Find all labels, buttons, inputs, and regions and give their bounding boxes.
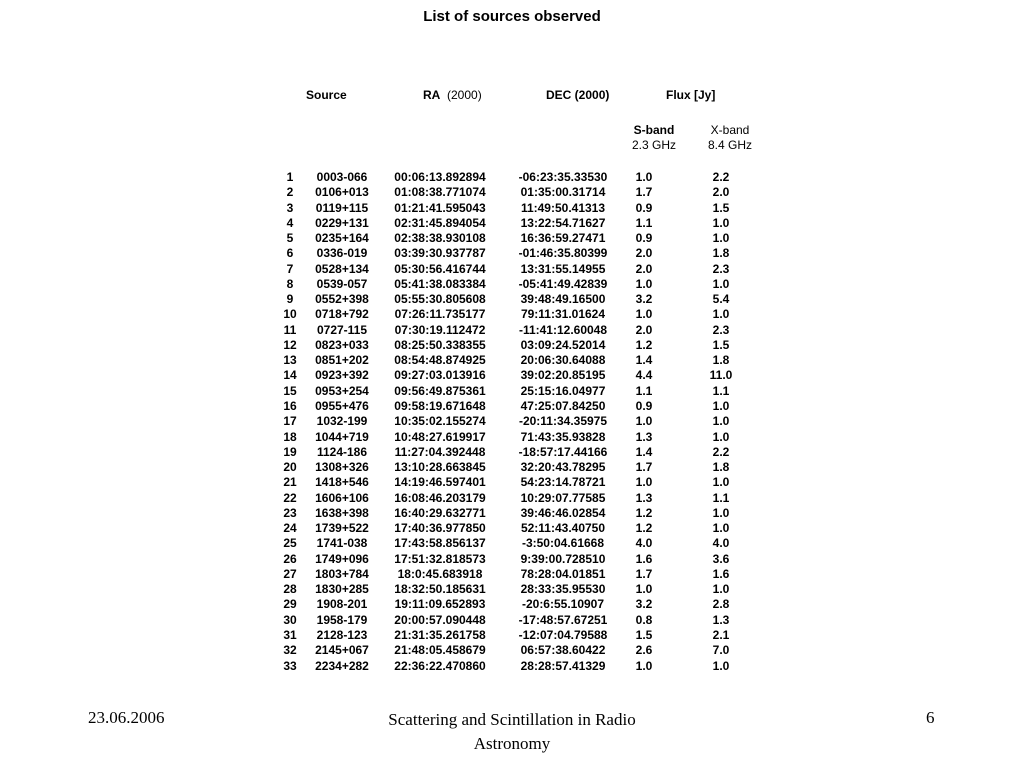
table-row xyxy=(276,628,780,643)
dec-value: -12:07:04.79588 xyxy=(518,627,608,642)
source-name: 0552+398 xyxy=(315,292,369,307)
xband-flux: 1.0 xyxy=(712,276,730,291)
ra-value: 09:27:03.013916 xyxy=(394,368,486,383)
source-name: 1741-038 xyxy=(316,536,368,551)
dec-value: 11:49:50.41313 xyxy=(520,200,606,215)
source-name: 1958-179 xyxy=(316,612,368,627)
source-name: 2145+067 xyxy=(315,643,369,658)
sband-flux: 1.7 xyxy=(635,185,653,200)
xband-flux: 4.0 xyxy=(712,536,730,551)
ra-value: 05:55:30.805608 xyxy=(394,292,486,307)
ra-value: 05:41:38.083384 xyxy=(394,276,486,291)
ra-value: 08:25:50.338355 xyxy=(394,337,486,352)
header-flux: Flux [Jy] xyxy=(666,88,716,102)
table-row xyxy=(276,201,780,216)
sband-flux: 1.3 xyxy=(635,429,653,444)
table-row xyxy=(276,536,780,551)
dec-value: 16:36:59.27471 xyxy=(520,231,606,246)
xband-flux: 1.5 xyxy=(712,200,730,215)
dec-value: -18:57:17.44166 xyxy=(518,444,608,459)
ra-value: 13:10:28.663845 xyxy=(394,460,486,475)
row-number: 19 xyxy=(283,444,297,459)
ra-value: 14:19:46.597401 xyxy=(394,475,486,490)
xband-flux: 1.8 xyxy=(712,353,730,368)
sband-flux: 2.0 xyxy=(635,322,653,337)
ra-value: 22:36:22.470860 xyxy=(394,658,486,673)
row-number: 6 xyxy=(286,246,294,261)
header-xband-freq: 8.4 GHz xyxy=(707,138,752,152)
dec-value: 25:15:16.04977 xyxy=(520,383,606,398)
xband-flux: 2.3 xyxy=(712,322,730,337)
ra-value: 02:38:38.930108 xyxy=(394,231,486,246)
ra-value: 07:30:19.112472 xyxy=(394,322,486,337)
ra-value: 11:27:04.392448 xyxy=(394,444,486,459)
sband-flux: 1.0 xyxy=(635,658,653,673)
dec-value: -20:11:34.35975 xyxy=(518,414,608,429)
xband-flux: 2.2 xyxy=(712,444,730,459)
sband-flux: 1.0 xyxy=(635,170,653,184)
sband-flux: 1.2 xyxy=(635,505,653,520)
sband-flux: 0.8 xyxy=(635,612,653,627)
table-row xyxy=(276,307,780,322)
source-name: 2234+282 xyxy=(315,658,369,673)
dec-value: 20:06:30.64088 xyxy=(520,353,606,368)
dec-value: 03:09:24.52014 xyxy=(520,337,606,352)
sband-flux: 1.0 xyxy=(635,276,653,291)
dec-value: -17:48:57.67251 xyxy=(518,612,608,627)
ra-value: 01:08:38.771074 xyxy=(394,185,486,200)
header-ra xyxy=(423,88,482,102)
footer-page-number: 6 xyxy=(926,708,935,727)
source-name: 1044+719 xyxy=(315,429,369,444)
sband-flux: 0.9 xyxy=(635,398,653,413)
dec-value: 39:46:46.02854 xyxy=(520,505,606,520)
ra-value: 16:40:29.632771 xyxy=(394,505,486,520)
sband-flux: 1.7 xyxy=(635,566,653,581)
table-row xyxy=(276,231,780,246)
dec-value: -11:41:12.60048 xyxy=(518,322,608,337)
footer-title-line2: Astronomy xyxy=(473,734,551,753)
row-number: 1 xyxy=(286,170,294,184)
source-name: 1638+398 xyxy=(315,505,369,520)
sband-flux: 1.1 xyxy=(635,215,653,230)
dec-value: 52:11:43.40750 xyxy=(520,521,606,536)
table-row xyxy=(276,399,780,414)
xband-flux: 1.0 xyxy=(712,398,730,413)
table-row xyxy=(276,582,780,597)
source-name: 0336-019 xyxy=(316,246,368,261)
row-number: 9 xyxy=(286,292,294,307)
xband-flux: 1.1 xyxy=(712,383,730,398)
source-name: 0923+392 xyxy=(315,368,369,383)
row-number: 24 xyxy=(283,521,297,536)
xband-flux: 11.0 xyxy=(709,368,733,383)
source-name: 0235+164 xyxy=(315,231,369,246)
xband-flux: 2.2 xyxy=(712,170,730,184)
sband-flux: 1.2 xyxy=(635,337,653,352)
header-sband-freq: 2.3 GHz xyxy=(631,138,676,152)
row-number: 10 xyxy=(283,307,297,322)
ra-value: 18:32:50.185631 xyxy=(394,582,486,597)
table-row xyxy=(276,384,780,399)
dec-value: 28:28:57.41329 xyxy=(520,658,606,673)
dec-value: 39:02:20.85195 xyxy=(520,368,606,383)
ra-value: 07:26:11.735177 xyxy=(394,307,486,322)
row-number: 25 xyxy=(283,536,297,551)
table-row xyxy=(276,643,780,658)
table-row xyxy=(276,460,780,475)
footer-title-line1: Scattering and Scintillation in Radio xyxy=(388,710,636,729)
row-number: 16 xyxy=(283,398,297,413)
dec-value: 78:28:04.01851 xyxy=(520,566,606,581)
ra-value: 03:39:30.937787 xyxy=(394,246,486,261)
xband-flux: 2.1 xyxy=(712,627,730,642)
xband-flux: 1.1 xyxy=(712,490,730,505)
dec-value: -20:6:55.10907 xyxy=(521,597,605,612)
table-row xyxy=(276,368,780,383)
slide-title: List of sources observed xyxy=(423,8,601,25)
sband-flux: 4.4 xyxy=(635,368,653,383)
sources-table-body xyxy=(276,170,780,674)
table-row xyxy=(276,597,780,612)
header-xband: X-band xyxy=(710,123,750,137)
sband-flux: 4.0 xyxy=(635,536,653,551)
ra-value: 10:35:02.155274 xyxy=(394,414,486,429)
ra-value: 09:56:49.875361 xyxy=(394,383,486,398)
sband-flux: 1.6 xyxy=(635,551,653,566)
table-row xyxy=(276,246,780,261)
header-sband: S-band xyxy=(633,123,675,137)
ra-value: 17:40:36.977850 xyxy=(394,521,486,536)
xband-flux: 5.4 xyxy=(712,292,730,307)
source-name: 1908-201 xyxy=(316,597,368,612)
row-number: 18 xyxy=(283,429,297,444)
footer-title xyxy=(312,708,712,756)
xband-flux: 1.8 xyxy=(712,460,730,475)
source-name: 0003-066 xyxy=(316,170,368,184)
ra-value: 21:31:35.261758 xyxy=(394,627,486,642)
sband-flux: 1.0 xyxy=(635,582,653,597)
source-name: 1739+522 xyxy=(315,521,369,536)
xband-flux: 1.0 xyxy=(712,505,730,520)
dec-value: -01:46:35.80399 xyxy=(518,246,608,261)
row-number: 17 xyxy=(283,414,297,429)
xband-flux: 1.8 xyxy=(712,246,730,261)
dec-value: 13:31:55.14955 xyxy=(520,261,606,276)
source-name: 1830+285 xyxy=(315,582,369,597)
header-ra-label: RA xyxy=(423,88,441,102)
sband-flux: 3.2 xyxy=(635,292,653,307)
sband-flux: 1.0 xyxy=(635,475,653,490)
table-row xyxy=(276,552,780,567)
sband-flux: 0.9 xyxy=(635,200,653,215)
sband-flux: 1.2 xyxy=(635,521,653,536)
sband-flux: 1.0 xyxy=(635,414,653,429)
sband-flux: 0.9 xyxy=(635,231,653,246)
dec-value: 71:43:35.93828 xyxy=(520,429,606,444)
xband-flux: 1.0 xyxy=(712,658,730,673)
xband-flux: 1.0 xyxy=(712,582,730,597)
xband-flux: 2.8 xyxy=(712,597,730,612)
source-name: 1032-199 xyxy=(316,414,368,429)
xband-flux: 2.3 xyxy=(712,261,730,276)
xband-flux: 1.0 xyxy=(712,521,730,536)
source-name: 1749+096 xyxy=(315,551,369,566)
source-name: 0528+134 xyxy=(315,261,369,276)
xband-flux: 1.3 xyxy=(712,612,730,627)
dec-value: 9:39:00.728510 xyxy=(520,551,606,566)
sband-flux: 1.3 xyxy=(635,490,653,505)
sband-flux: 3.2 xyxy=(635,597,653,612)
ra-value: 16:08:46.203179 xyxy=(394,490,486,505)
source-name: 1308+326 xyxy=(315,460,369,475)
xband-flux: 1.0 xyxy=(712,475,730,490)
dec-value: 06:57:38.60422 xyxy=(520,643,606,658)
row-number: 11 xyxy=(283,322,297,337)
source-name: 0119+115 xyxy=(315,200,369,215)
sband-flux: 1.7 xyxy=(635,460,653,475)
row-number: 32 xyxy=(283,643,297,658)
sband-flux: 1.0 xyxy=(635,307,653,322)
ra-value: 09:58:19.671648 xyxy=(394,398,486,413)
dec-value: 10:29:07.77585 xyxy=(520,490,606,505)
table-row xyxy=(276,567,780,582)
table-row xyxy=(276,262,780,277)
source-name: 0953+254 xyxy=(315,383,369,398)
ra-value: 05:30:56.416744 xyxy=(394,261,486,276)
table-row xyxy=(276,277,780,292)
ra-value: 00:06:13.892894 xyxy=(394,170,486,184)
dec-value: 79:11:31.01624 xyxy=(520,307,606,322)
ra-value: 21:48:05.458679 xyxy=(394,643,486,658)
xband-flux: 1.0 xyxy=(712,414,730,429)
xband-flux: 1.0 xyxy=(712,307,730,322)
dec-value: 39:48:49.16500 xyxy=(520,292,606,307)
table-row xyxy=(276,659,780,674)
ra-value: 17:43:58.856137 xyxy=(394,536,486,551)
row-number: 23 xyxy=(283,505,297,520)
row-number: 15 xyxy=(283,383,297,398)
source-name: 0106+013 xyxy=(315,185,369,200)
xband-flux: 3.6 xyxy=(712,551,730,566)
sband-flux: 1.1 xyxy=(635,383,653,398)
row-number: 31 xyxy=(283,627,297,642)
source-name: 1124-186 xyxy=(316,444,368,459)
table-row xyxy=(276,475,780,490)
dec-value: 28:33:35.95530 xyxy=(520,582,606,597)
dec-value: 54:23:14.78721 xyxy=(520,475,606,490)
sband-flux: 1.5 xyxy=(635,627,653,642)
source-name: 0955+476 xyxy=(315,398,369,413)
xband-flux: 7.0 xyxy=(712,643,730,658)
dec-value: 47:25:07.84250 xyxy=(520,398,606,413)
ra-value: 08:54:48.874925 xyxy=(394,353,486,368)
table-row xyxy=(276,506,780,521)
table-row xyxy=(276,292,780,307)
row-number: 21 xyxy=(283,475,297,490)
table-row xyxy=(276,521,780,536)
row-number: 30 xyxy=(283,612,297,627)
source-name: 0851+202 xyxy=(315,353,369,368)
table-row xyxy=(276,338,780,353)
source-name: 0718+792 xyxy=(315,307,369,322)
table-row xyxy=(276,353,780,368)
row-number: 22 xyxy=(283,490,297,505)
table-row xyxy=(276,170,780,185)
row-number: 12 xyxy=(283,337,297,352)
header-source: Source xyxy=(306,88,347,102)
header-ra-epoch: (2000) xyxy=(447,88,482,102)
source-name: 0823+033 xyxy=(315,337,369,352)
xband-flux: 2.0 xyxy=(712,185,730,200)
sband-flux: 2.0 xyxy=(635,261,653,276)
row-number: 28 xyxy=(283,582,297,597)
dec-value: -05:41:49.42839 xyxy=(518,276,608,291)
dec-value: 13:22:54.71627 xyxy=(520,215,606,230)
sband-flux: 1.4 xyxy=(635,353,653,368)
ra-value: 01:21:41.595043 xyxy=(394,200,486,215)
source-name: 0229+131 xyxy=(315,215,369,230)
row-number: 5 xyxy=(286,231,294,246)
table-row xyxy=(276,323,780,338)
table-row xyxy=(276,445,780,460)
xband-flux: 1.5 xyxy=(712,337,730,352)
source-name: 1803+784 xyxy=(315,566,369,581)
footer-date: 23.06.2006 xyxy=(88,708,165,727)
sband-flux: 1.4 xyxy=(635,444,653,459)
table-row xyxy=(276,185,780,200)
table-row xyxy=(276,216,780,231)
source-name: 0539-057 xyxy=(316,276,368,291)
row-number: 13 xyxy=(283,353,297,368)
row-number: 7 xyxy=(286,261,294,276)
ra-value: 17:51:32.818573 xyxy=(394,551,486,566)
dec-value: -06:23:35.33530 xyxy=(518,170,608,184)
row-number: 20 xyxy=(283,460,297,475)
row-number: 26 xyxy=(283,551,297,566)
xband-flux: 1.0 xyxy=(712,429,730,444)
row-number: 29 xyxy=(283,597,297,612)
sband-flux: 2.6 xyxy=(635,643,653,658)
source-name: 1606+106 xyxy=(315,490,369,505)
source-name: 1418+546 xyxy=(315,475,369,490)
source-name: 0727-115 xyxy=(316,322,368,337)
header-dec: DEC (2000) xyxy=(546,88,610,102)
row-number: 14 xyxy=(283,368,297,383)
source-name: 2128-123 xyxy=(316,627,368,642)
row-number: 8 xyxy=(286,276,294,291)
sources-table xyxy=(276,170,780,674)
row-number: 4 xyxy=(286,215,294,230)
ra-value: 19:11:09.652893 xyxy=(394,597,486,612)
xband-flux: 1.0 xyxy=(712,215,730,230)
row-number: 27 xyxy=(283,566,297,581)
dec-value: -3:50:04.61668 xyxy=(521,536,605,551)
xband-flux: 1.0 xyxy=(712,231,730,246)
sband-flux: 2.0 xyxy=(635,246,653,261)
table-row xyxy=(276,491,780,506)
dec-value: 32:20:43.78295 xyxy=(520,460,606,475)
ra-value: 02:31:45.894054 xyxy=(394,215,486,230)
table-row xyxy=(276,613,780,628)
row-number: 3 xyxy=(286,200,294,215)
xband-flux: 1.6 xyxy=(712,566,730,581)
table-row xyxy=(276,414,780,429)
dec-value: 01:35:00.31714 xyxy=(520,185,606,200)
ra-value: 20:00:57.090448 xyxy=(394,612,486,627)
ra-value: 18:0:45.683918 xyxy=(397,566,483,581)
ra-value: 10:48:27.619917 xyxy=(394,429,486,444)
row-number: 33 xyxy=(283,658,297,673)
row-number: 2 xyxy=(286,185,294,200)
table-row xyxy=(276,430,780,445)
